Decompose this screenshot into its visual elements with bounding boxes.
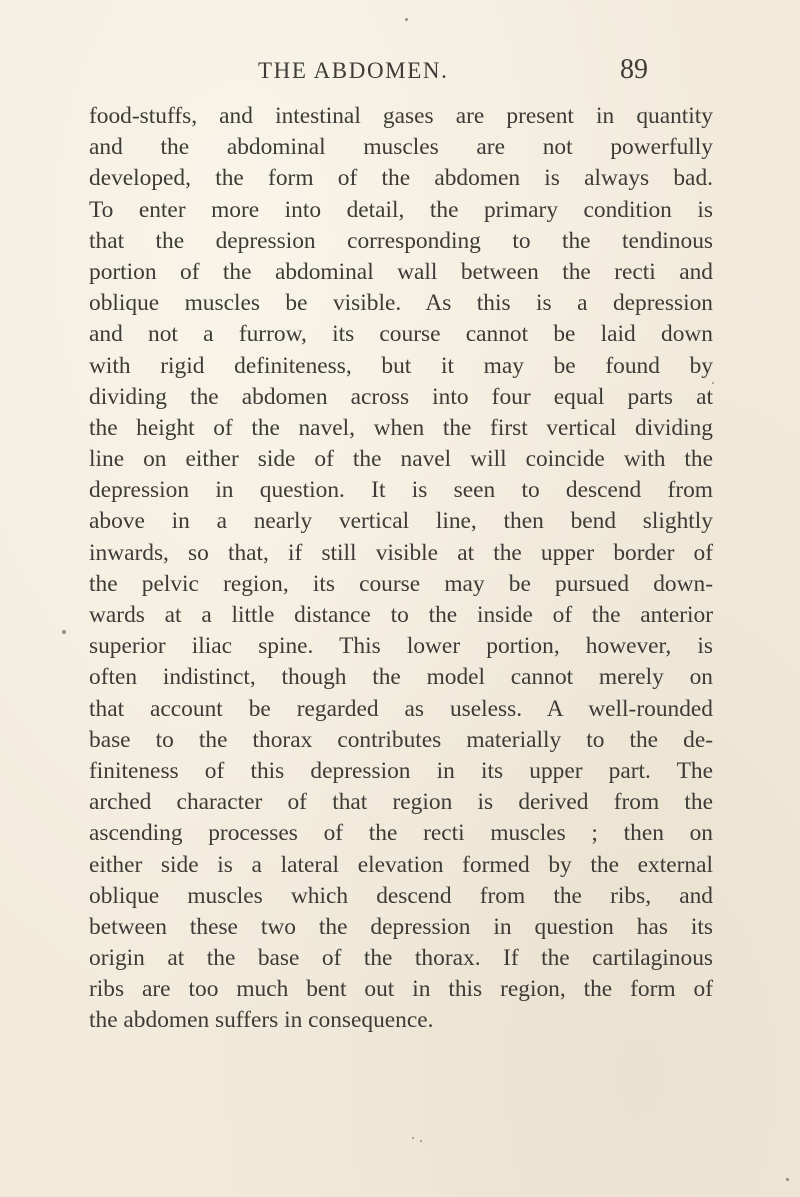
text-line: dividing the abdomen across into four equal parts at [89,383,713,410]
text-line: that the depression corresponding to the tendinous [89,227,713,254]
text-line: developed, the form of the abdomen is always bad. [89,165,713,192]
text-line: To enter more into detail, the primary condition is [89,196,713,223]
text-line: wards at a little distance to the inside of the anterior [89,602,713,628]
text-line: finiteness of this depression in its upper part. The [89,757,713,784]
text-line: the abdomen suffers in consequence. [89,1007,434,1034]
text-line: oblique muscles be visible. As this is a depression [89,290,713,317]
text-line: depression in question. It is seen to descend from [89,477,713,504]
text-line: the pelvic region, its course may be pursued down- [89,570,713,597]
paper-speck [412,1137,414,1139]
text-line: inwards, so that, if still visible at the upper border of [89,539,713,566]
text-line: and the abdominal muscles are not powerfully [89,134,713,161]
page-number: 89 [620,54,648,85]
paper-speck [405,18,408,21]
text-line: that account be regarded as useless. A well-rounded [89,695,713,722]
text-line: line on either side of the navel will coincide with the [89,446,713,473]
text-line: oblique muscles which descend from the ribs, and [89,882,713,909]
running-title: THE ABDOMEN. [258,58,449,83]
paper-speck [420,1140,422,1142]
text-line: arched character of that region is derived from the [89,789,713,816]
text-line: and not a furrow, its course cannot be laid down [89,321,713,348]
text-line: portion of the abdominal wall between the recti and [89,258,713,285]
paper-speck [712,382,714,384]
paper-speck [786,1178,789,1181]
text-line: between these two the depression in question has its [89,913,713,940]
text-line: above in a nearly vertical line, then bend slightly [89,508,713,535]
text-line: base to the thorax contributes materially to the de- [89,726,713,753]
text-line: origin at the base of the thorax. If the cartilaginous [89,945,713,972]
text-line: ascending processes of the recti muscles ; then on [89,820,713,847]
text-line: either side is a lateral elevation formed by the external [89,851,713,878]
text-line: food-stuffs, and intestinal gases are present in quantity [89,103,713,129]
text-line: ribs are too much bent out in this region, the form of [89,976,713,1003]
text-line: the height of the navel, when the first vertical dividing [89,414,713,441]
text-line: superior iliac spine. This lower portion, however, is [89,633,713,660]
body-text [89,101,713,1037]
text-line: often indistinct, though the model cannot merely on [89,664,713,691]
paper-speck [62,630,66,634]
text-line: with rigid definiteness, but it may be found by [89,352,713,379]
running-head [0,52,800,92]
